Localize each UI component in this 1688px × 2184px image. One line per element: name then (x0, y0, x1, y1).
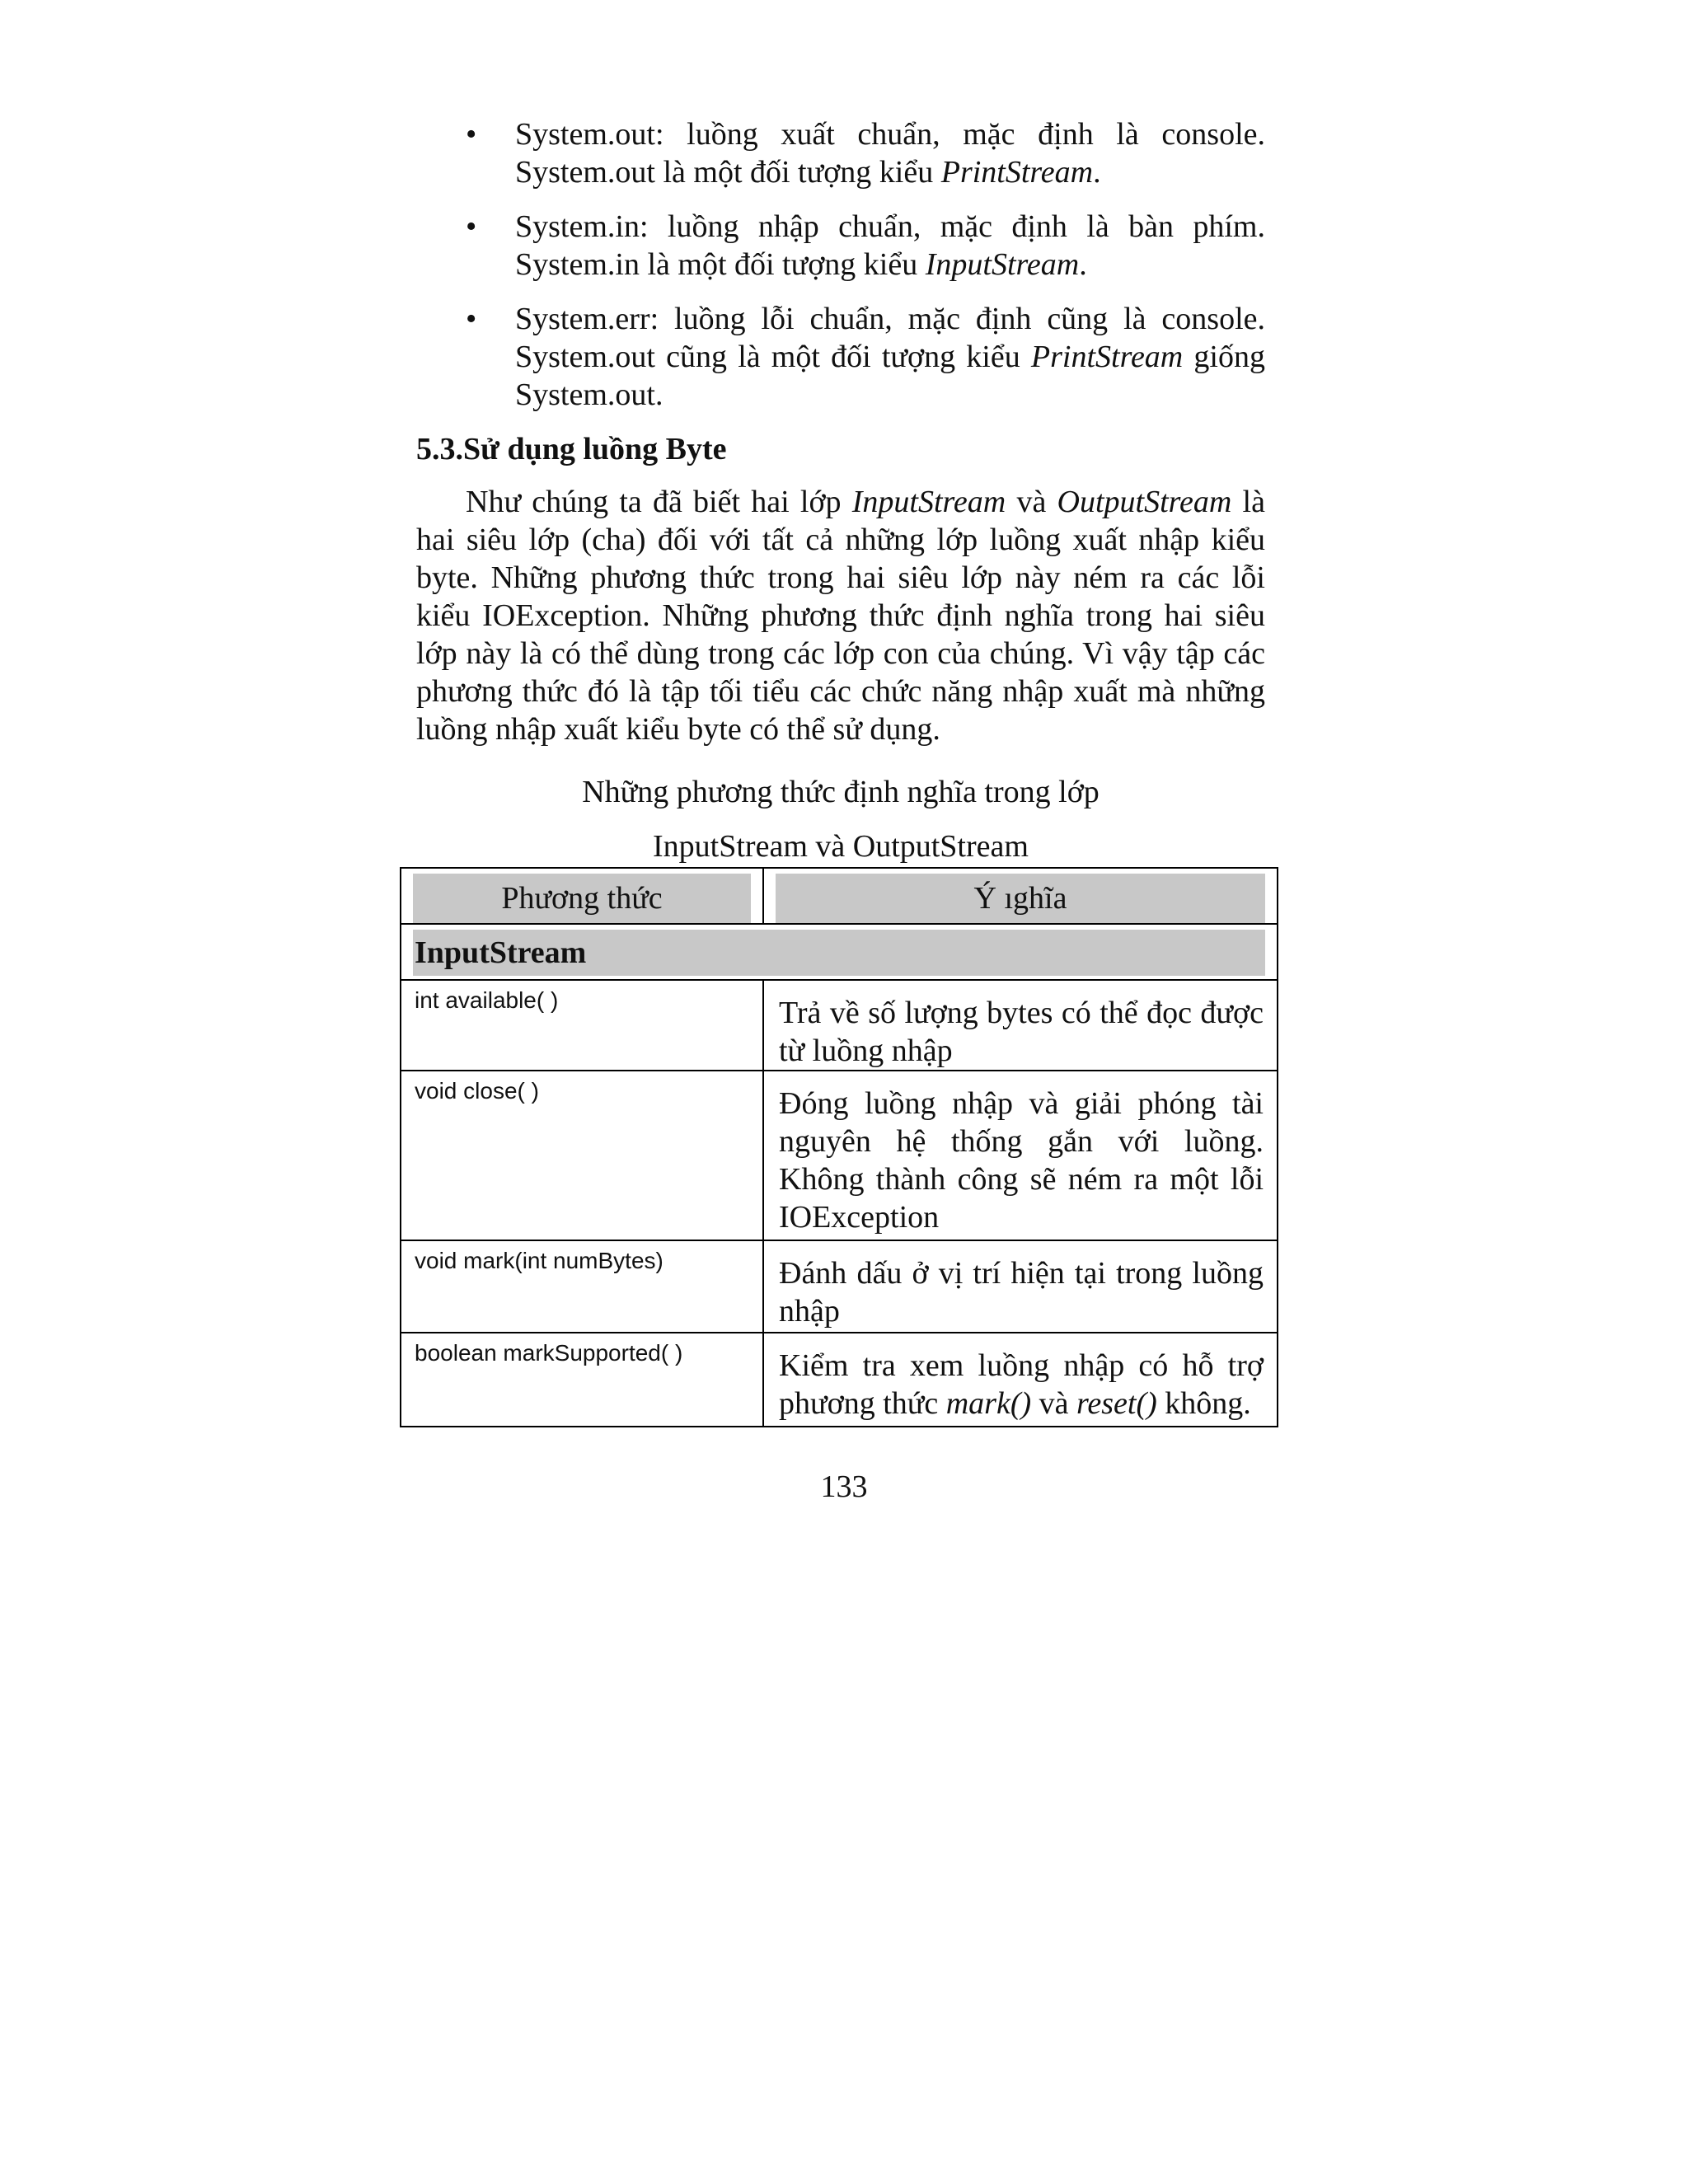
table-row (401, 980, 1278, 1071)
method-cell: boolean markSupported( ) (401, 1333, 763, 1427)
description-cell: Đánh dấu ở vị trí hiện tại trong luồng nhập (763, 1240, 1278, 1333)
page-number: 133 (820, 1469, 868, 1504)
description-cell: Trả về số lượng bytes có thể đọc được từ luồng nhập (763, 980, 1278, 1071)
description-cell: Đóng luồng nhập và giải phóng tài nguyên hệ thống gắn với luồng. Không thành công sẽ ném ra một lỗi IOException (763, 1071, 1278, 1240)
bullet-icon: • (466, 302, 477, 336)
group-cell (401, 924, 1278, 980)
method-cell: void close( ) (401, 1071, 763, 1240)
table-row (401, 1333, 1278, 1427)
page-content (416, 115, 1265, 874)
caption-line: Những phương thức định nghĩa trong lớp (582, 775, 1100, 809)
table-row (401, 1240, 1278, 1333)
header-cell (401, 868, 763, 924)
table-row (401, 1071, 1278, 1240)
bullet-text: System.err: luồng lỗi chuẩn, mặc định cũng là console. System.out cũng là một đối tượng kiểu PrintStream giống System.out. (515, 302, 1265, 412)
table-group-row (401, 924, 1278, 980)
bullet-list (416, 115, 1265, 414)
description-cell: Kiểm tra xem luồng nhập có hỗ trợ phương thức mark() và reset() không. (763, 1333, 1278, 1427)
bullet-icon: • (466, 209, 477, 244)
header-label: Phương thức (413, 874, 751, 923)
bullet-text: System.out: luồng xuất chuẩn, mặc định là console. System.out là một đối tượng kiểu PrintStream. (515, 117, 1265, 190)
header-cell (763, 868, 1278, 924)
methods-table (400, 867, 1278, 1427)
bullet-text: System.in: luồng nhập chuẩn, mặc định là bàn phím. System.in là một đối tượng kiểu InputStream. (515, 209, 1265, 282)
method-cell: void mark(int numBytes) (401, 1240, 763, 1333)
bullet-item (416, 300, 1265, 414)
bullet-item (416, 115, 1265, 191)
caption-line: InputStream và OutputStream (653, 829, 1029, 864)
bullet-icon: • (466, 117, 477, 152)
group-label: InputStream (413, 930, 1265, 976)
body-paragraph: Như chúng ta đã biết hai lớp InputStream và OutputStream là hai siêu lớp (cha) đối với tất cả những lớp luồng xuất nhập kiểu byte. Những phương thức trong hai siêu lớp này ném ra các lỗi kiểu IOException. Những phương thức định nghĩa trong hai siêu lớp này là có thể dùng trong các lớp con của chúng. Vì vậy tập các phương thức đó là tập tối tiểu các chức năng nhập xuất mà những luồng nhập xuất kiểu byte có thể sử dụng. (416, 485, 1265, 747)
bullet-item (416, 208, 1265, 284)
table-caption (416, 765, 1265, 874)
section-heading: 5.3.Sử dụng luồng Byte (416, 432, 727, 466)
header-label: Ý ıghĩa (776, 874, 1265, 923)
table-header-row (401, 868, 1278, 924)
method-cell: int available( ) (401, 980, 763, 1071)
